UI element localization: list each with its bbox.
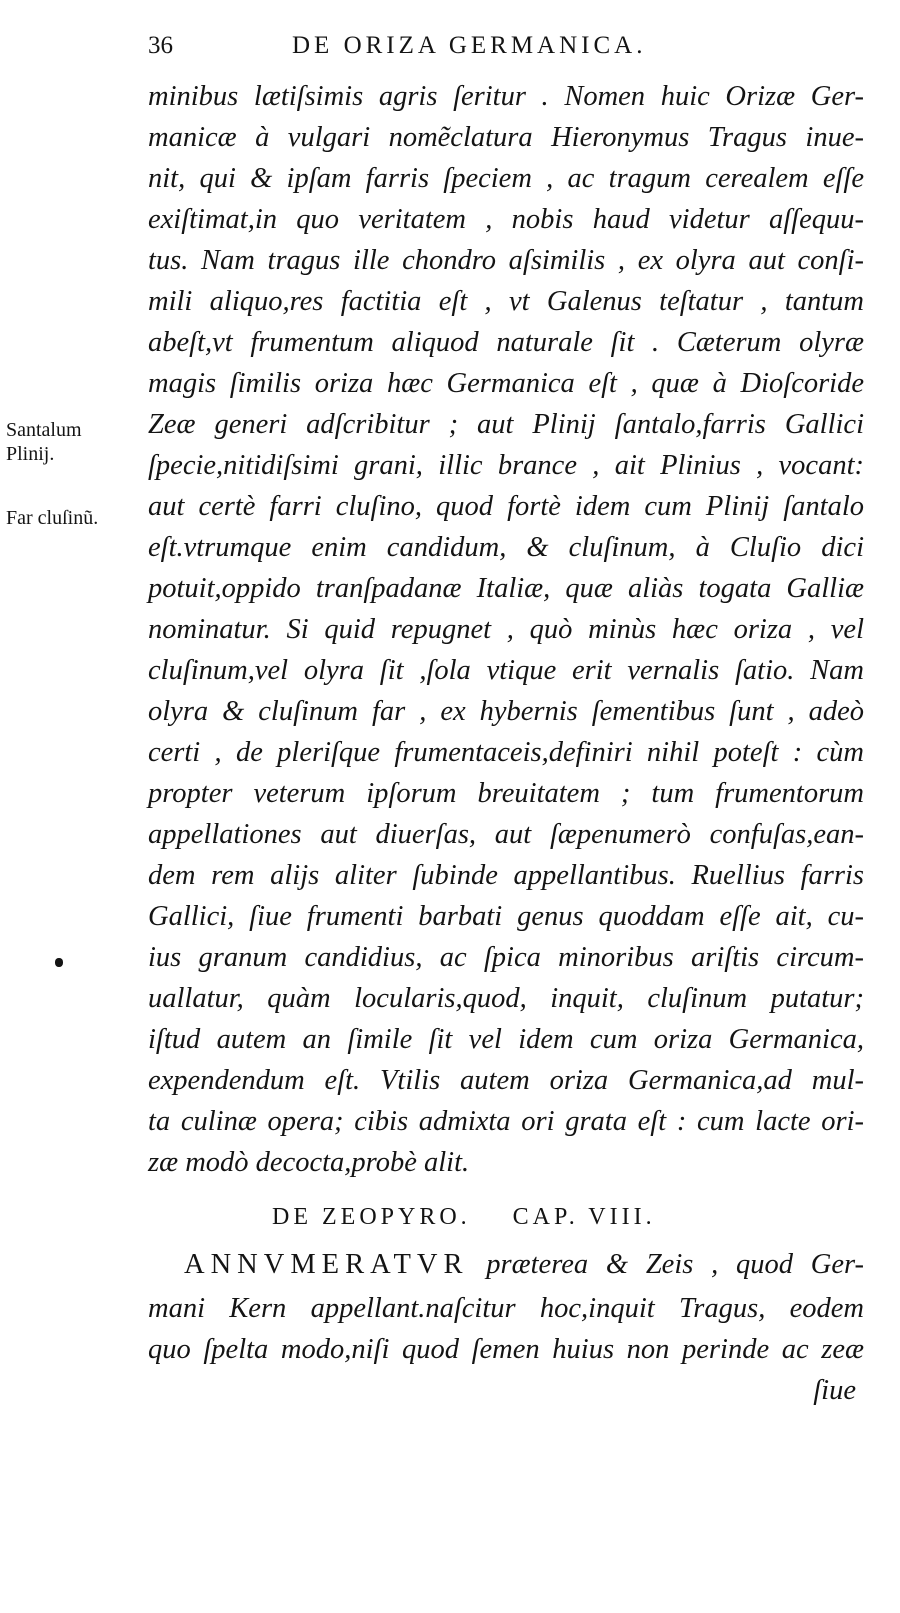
chapter-first-line xyxy=(148,1244,864,1288)
opening-capitals: ANNVMERATVR xyxy=(184,1249,469,1280)
text-line: magis ſimilis oriza hæc Germanica eſt , quæ à Dioſcoride xyxy=(148,368,864,399)
text-line: minibus lætiſsimis agris ſeritur . Nomen huic Orizæ Ger- xyxy=(148,81,864,112)
text-line: appellationes aut diuerſas, aut ſæpenumerò confuſas,ean- xyxy=(148,819,864,850)
opening-text: præterea & Zeis , quod Ger- xyxy=(486,1249,864,1280)
page-number: 36 xyxy=(148,32,173,59)
running-title: DE ORIZA GERMANICA. xyxy=(292,32,647,59)
chapter-text xyxy=(148,1244,864,1411)
text-line: eſt.vtrumque enim candidum, & cluſinum, à Cluſio dici xyxy=(148,532,864,563)
text-line: quo ſpelta modo,niſi quod ſemen huius non perinde ac zeæ xyxy=(148,1334,864,1365)
chapter-heading xyxy=(272,1204,656,1231)
text-line: Gallici, ſiue frumenti barbati genus quoddam eſſe ait, cu- xyxy=(148,901,864,932)
text-line: mani Kern appellant.naſcitur hoc,inquit Tragus, eodem xyxy=(148,1293,864,1324)
text-line: nominatur. Si quid repugnet , quò minùs hæc oriza , vel xyxy=(148,614,864,645)
catchword: ſiue xyxy=(813,1375,856,1406)
text-line: tus. Nam tragus ille chondro aſsimilis , ex olyra aut conſi- xyxy=(148,245,864,276)
text-line: expendendum eſt. Vtilis autem oriza Germanica,ad mul- xyxy=(148,1065,864,1096)
text-line: mili aliquo,res factitia eſt , vt Galenus teſtatur , tantum xyxy=(148,286,864,317)
text-line: zæ modò decocta,probè alit. xyxy=(148,1147,470,1178)
text-line: ſpecie,nitidiſsimi grani, illic brance , ait Plinius , vocant: xyxy=(148,450,864,481)
text-line: cluſinum,vel olyra ſit ,ſola vtique erit vernalis ſatio. Nam xyxy=(148,655,864,686)
text-line: certi , de pleriſque frumentaceis,definiri nihil poteſt : cùm xyxy=(148,737,864,768)
chapter-title: DE ZEOPYRO. xyxy=(272,1204,471,1230)
text-line: iſtud autem an ſimile ſit vel idem cum oriza Germanica, xyxy=(148,1024,864,1055)
chapter-number: CAP. VIII. xyxy=(512,1204,656,1230)
text-line: aut certè farri cluſino, quod fortè idem cum Plinij ſantalo xyxy=(148,491,864,522)
text-line: uallatur, quàm locularis,quod, inquit, cluſinum putatur; xyxy=(148,983,864,1014)
margin-note-line: Plinij. xyxy=(6,443,55,465)
text-line: olyra & cluſinum far , ex hybernis ſementibus ſunt , adeò xyxy=(148,696,864,727)
text-line: propter veterum ipſorum breuitatem ; tum frumentorum xyxy=(148,778,864,809)
text-line: abeſt,vt frumentum aliquod naturale ſit . Cæterum olyræ xyxy=(148,327,864,358)
text-line: ius granum candidius, ac ſpica minoribus ariſtis circum- xyxy=(148,942,864,973)
text-line: manicæ à vulgari nomẽclatura Hieronymus Tragus inue- xyxy=(148,122,864,153)
margin-note-far-clusinum: Far cluſinũ. xyxy=(6,507,99,529)
text-line: potuit,oppido tranſpadanæ Italiæ, quæ aliàs togata Galliæ xyxy=(148,573,864,604)
text-line: ta culinæ opera; cibis admixta ori grata eſt : cum lacte ori- xyxy=(148,1106,864,1137)
text-line: Zeæ generi adſcribitur ; aut Plinij ſantalo,farris Gallici xyxy=(148,409,864,440)
body-text xyxy=(148,76,864,1183)
text-line: nit, qui & ipſam farris ſpeciem , ac tragum cerealem eſſe xyxy=(148,163,864,194)
ink-spot-mark xyxy=(55,958,63,967)
margin-note-santalum xyxy=(6,418,82,466)
margin-note-line: Santalum xyxy=(6,419,82,441)
running-head xyxy=(148,32,868,72)
text-line: dem rem alijs aliter ſubinde appellantibus. Ruellius farris xyxy=(148,860,864,891)
text-line: exiſtimat,in quo veritatem , nobis haud videtur aſſequu- xyxy=(148,204,864,235)
